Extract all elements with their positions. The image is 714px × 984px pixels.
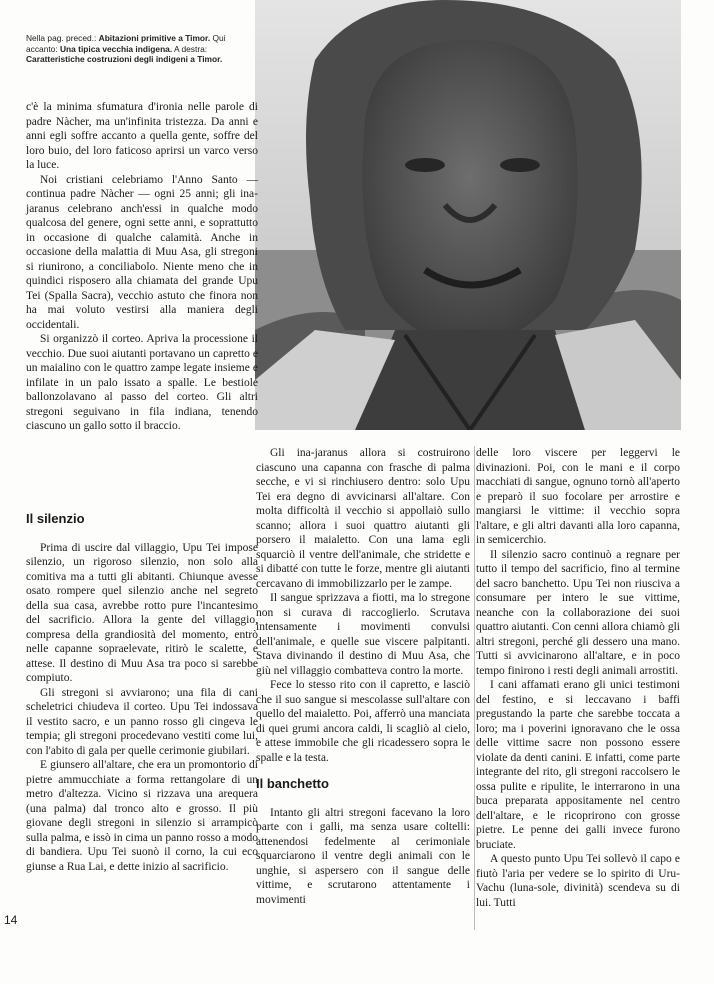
- column-divider: [474, 446, 475, 930]
- paragraph: Noi cristiani celebriamo l'Anno Santo — continua padre Nàcher — ogni 25 anni; gli ina-jaranus celebrano anch'essi in qualche modo qualcosa del genere, ogni sette anni, e soprattutto in occasione di qualche calamità. Anche in occasione della malattia di Muu Asa, gli stregoni si riunirono, a conciliabolo. Niente meno che in quindici risposero alla chiamata del grande Upu Tei (Spalla Sacra), vecchio astuto che finora non ha mai voluto vestirsi alla maniera degli occidentali.: [26, 173, 258, 331]
- paragraph: Gli stregoni si avviarono; una fila di cani scheletrici chiudeva il corteo. Upu Tei indossava il vestito sacro, e un panno rosso gli cingeva le tempia; gli stregoni procedevano vestiti come lui, con l'abito di gala per quelle cerimonie giubilari.: [26, 686, 258, 757]
- column-1-bottom: [26, 500, 258, 874]
- paragraph: Il silenzio sacro continuò a regnare per tutto il tempo del sacrificio, fino al termine del sacro banchetto. Upu Tei non riusciva a consumare per intero le sue vittime, neanche con la collaborazione dei suoi quattro aiutanti. Con cenni allora chiamò gli altri stregoni, perché gli dessero una mano. Tutti si avvicinarono all'altare, e in poco tempo finirono i resti degli animali arrostiti.: [476, 548, 680, 677]
- paragraph: Si organizzò il corteo. Apriva la processione il vecchio. Due suoi aiutanti portavano un capretto e un maialino con le quattro zampe legate insieme e infilate in un palo issato a spalle. Le bestiole ballonzolavano al passo del corteo. Gli altri stregoni seguivano in fila indiana, tenendo ciascuno un gallo sotto il braccio.: [26, 333, 258, 432]
- paragraph: Intanto gli altri stregoni facevano la loro parte con i galli, ma senza usare coltelli: attenendosi fedelmente al cerimoniale squarciarono il ventre degli animali con le unghie, si aspersero con il sangue delle vittime, e scrutarono attentamente i movimenti: [256, 806, 470, 906]
- column-3: [476, 446, 680, 910]
- paragraph: delle loro viscere per leggervi le divinazioni. Poi, con le mani e il corpo macchiati di sangue, ognuno tornò all'aperto e preparò il suo focolare per arrostire e mangiarsi le vittime: il vecchio sopra l'altare, e gli altri davanti alla loro capanna, in semicerchio.: [476, 447, 680, 546]
- photo-caption: [26, 33, 248, 65]
- caption-prefix-1: Nella pag. preced.:: [26, 33, 97, 43]
- section-heading-banchetto: Il banchetto: [256, 776, 329, 791]
- section-heading-silenzio: Il silenzio: [26, 511, 85, 526]
- column-1-top: [26, 100, 258, 434]
- caption-prefix-3: A destra:: [174, 43, 208, 54]
- paragraph: Il sangue sprizzava a fiotti, ma lo stregone non si curava di raccoglierlo. Scrutava intensamente i movimenti convulsi dell'animale, e quelle sue viscere palpitanti. Stava divinando il destino di Muu Asa, che giù nel villaggio combatteva contro la morte.: [256, 592, 470, 677]
- caption-bold-3: Caratteristiche costruzioni degli indigeni a Timor.: [26, 54, 223, 65]
- column-2: [256, 446, 470, 907]
- paragraph: E giunsero all'altare, che era un promontorio di pietre ammucchiate a forma rettangolare di un metro d'altezza. Vicino si rizzava una arequera (una palma) dal tronco alto e grosso. Il più giovane degli stregoni in silenzio si arrampicò sulla palma, e issò in cima un panno rosso a modo di bandiera. Upu Tei suonò il corno, la cui eco giunse a Rua Lai, e dette inizio al sacrificio.: [26, 759, 258, 873]
- paragraph: Prima di uscire dal villaggio, Upu Tei impose silenzio, un rigoroso silenzio, non solo alla comitiva ma a tutti gli abitanti. Chiunque avesse osato rompere quel silenzio anche nel segreto della sua casa, avrebbe rotto pure l'incantesimo del sacrificio. Allora la gente del villaggio, compresa della grandiosità del momento, entrò nelle capanne sopraelevate, ritirò le scalette, e attese. Il destino di Muu Asa tra poco si sarebbe compiuto.: [26, 541, 258, 684]
- page-number: 14: [4, 913, 18, 927]
- paragraph: I cani affamati erano gli unici testimoni del festino, e si leccavano i baffi pregustando la parte che sarebbe toccata a loro; ma i poverini ignoravano che le ossa delle vittime sacre non possono essere violate da denti canini. E infatti, come parte integrante del rito, gli stregoni raccolsero le ossa pulite e ripulite, le interrarono in una buca preparata appositamente nel centro dell'altare, e le ricoprirono con grosse pietre. Le penne dei galli invece furono bruciate.: [476, 679, 680, 851]
- portrait-photo: [255, 0, 681, 430]
- caption-bold-1: Abitazioni primitive a Timor.: [98, 33, 211, 43]
- paragraph: Gli ina-jaranus allora si costruirono ciascuno una capanna con frasche di palma secche, e vi si rinchiusero dentro: solo Upu Tei era degno di avvicinarsi all'altare. Con molta difficoltà il vecchio si appollaiò sullo scanno; allora i suoi quattro aiutanti gli porsero il maialetto. Con una lama egli squarciò il ventre dell'animale, che stridette e si dibatté con tutte le forze, mentre gli aiutanti cercavano di immobilizzarlo per le zampe.: [256, 447, 470, 590]
- caption-prefix-2: Qui accanto:: [26, 33, 226, 54]
- elderly-woman-portrait-icon: [255, 0, 681, 430]
- paragraph: Fece lo stesso rito con il capretto, e lasciò che il suo sangue si mescolasse sull'altare con quello del maialetto. Poi, afferrò una manciata di quei grumi ancora caldi, li scagliò al cielo, e attese immobile che gli ricadessero sopra le spalle e la testa.: [256, 679, 470, 764]
- paragraph: c'è la minima sfumatura d'ironia nelle parole di padre Nàcher, ma un'infinita tristezza. Da anni e anni egli soffre accanto a quella gente, soffre del loro buio, del loro faticoso aprirsi un varco verso la luce.: [26, 101, 258, 171]
- caption-bold-2: Una tipica vecchia indigena.: [60, 43, 173, 54]
- paragraph: A questo punto Upu Tei sollevò il capo e fiutò l'aria per vedere se lo spirito di Uru-Vachu (luna-sole, divinità) scendeva su di lui. Tutti: [476, 853, 680, 909]
